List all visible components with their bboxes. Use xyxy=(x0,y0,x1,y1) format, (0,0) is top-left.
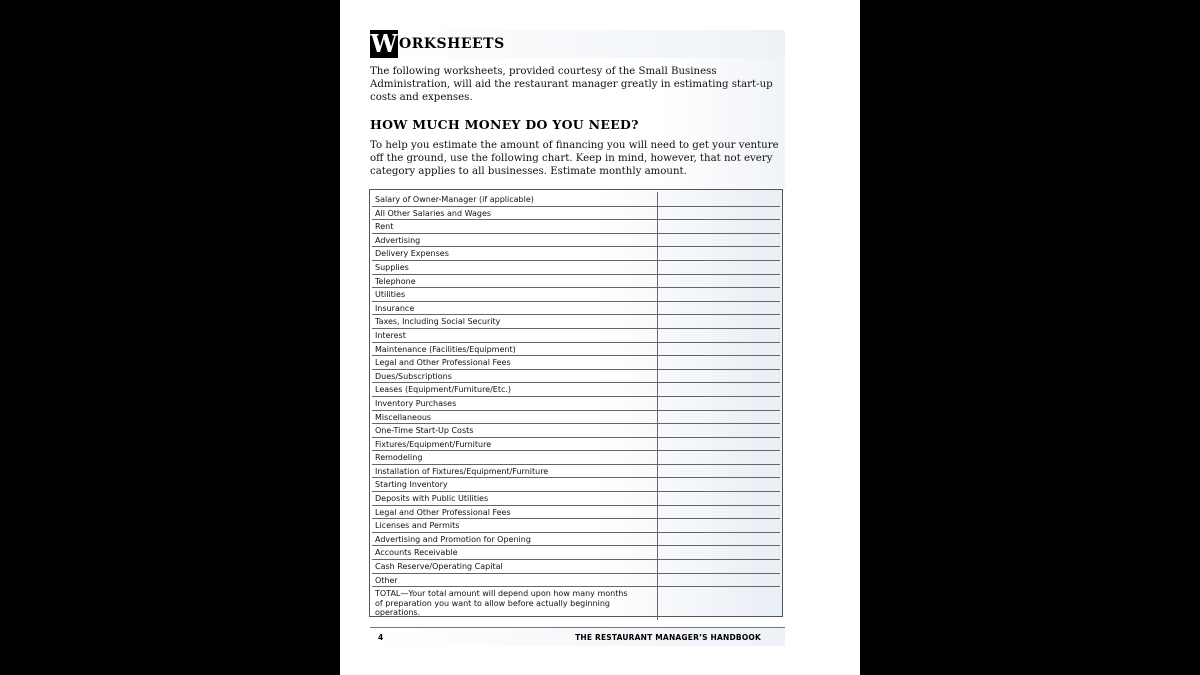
table-row xyxy=(372,574,780,588)
row-label: Delivery Expenses xyxy=(375,249,449,259)
amount-cell[interactable] xyxy=(657,328,782,343)
amount-cell[interactable] xyxy=(657,355,782,370)
row-label: Utilities xyxy=(375,290,406,300)
amount-cell[interactable] xyxy=(657,233,782,248)
total-row xyxy=(372,587,780,620)
amount-cell[interactable] xyxy=(657,192,782,207)
amount-cell[interactable] xyxy=(657,206,782,221)
amount-cell[interactable] xyxy=(657,464,782,479)
row-label: Accounts Receivable xyxy=(375,548,458,558)
title-drop-cap: W xyxy=(370,29,398,58)
table-row xyxy=(372,465,780,479)
row-label: Advertising xyxy=(375,235,421,245)
table-row xyxy=(372,478,780,492)
book-title: THE RESTAURANT MANAGER’S HANDBOOK xyxy=(575,633,761,642)
row-label: Maintenance (Facilities/Equipment) xyxy=(375,344,516,354)
amount-cell[interactable] xyxy=(657,260,782,275)
table-row xyxy=(372,234,780,248)
table-row xyxy=(372,533,780,547)
worksheet-rows xyxy=(370,193,782,620)
amount-cell[interactable] xyxy=(657,396,782,411)
amount-cell[interactable] xyxy=(657,437,782,452)
table-row xyxy=(372,560,780,574)
table-row xyxy=(372,451,780,465)
row-label: Miscellaneous xyxy=(375,412,432,422)
row-label: Salary of Owner-Manager (if applicable) xyxy=(375,195,534,204)
table-row xyxy=(372,261,780,275)
amount-cell[interactable] xyxy=(657,219,782,234)
table-row xyxy=(372,492,780,506)
page-footer xyxy=(370,627,785,646)
row-label: Leases (Equipment/Furniture/Etc.) xyxy=(375,385,512,395)
amount-cell[interactable] xyxy=(657,382,782,397)
table-row xyxy=(372,247,780,261)
row-label: Supplies xyxy=(375,262,409,272)
section-heading: HOW MUCH MONEY DO YOU NEED? xyxy=(370,117,639,132)
table-row xyxy=(372,383,780,397)
row-label: Advertising and Promotion for Opening xyxy=(375,534,531,544)
section-description: To help you estimate the amount of financing you will need to get your venture off the ground, use the following chart. Keep in mind, however, that not every category applies to all businesses. Estimate monthly amount. xyxy=(370,140,779,177)
table-row xyxy=(372,411,780,425)
row-label: Installation of Fixtures/Equipment/Furniture xyxy=(375,466,549,476)
amount-cell[interactable] xyxy=(657,491,782,506)
table-row xyxy=(372,519,780,533)
total-label xyxy=(375,589,650,618)
row-label: Cash Reserve/Operating Capital xyxy=(375,562,503,572)
row-label: One-Time Start-Up Costs xyxy=(375,426,474,436)
row-label: Starting Inventory xyxy=(375,480,448,490)
row-label: Licenses and Permits xyxy=(375,521,460,531)
row-label: Remodeling xyxy=(375,453,423,463)
row-label: Fixtures/Equipment/Furniture xyxy=(375,439,492,449)
row-label: All Other Salaries and Wages xyxy=(375,208,492,218)
document-page xyxy=(340,0,860,675)
amount-cell[interactable] xyxy=(657,342,782,357)
row-label: Insurance xyxy=(375,303,415,313)
table-row xyxy=(372,506,780,520)
row-label: Taxes, Including Social Security xyxy=(375,317,501,327)
amount-cell[interactable] xyxy=(657,477,782,492)
table-row xyxy=(372,370,780,384)
table-row xyxy=(372,302,780,316)
row-label: Legal and Other Professional Fees xyxy=(375,358,511,368)
amount-cell[interactable] xyxy=(657,545,782,560)
amount-cell[interactable] xyxy=(657,369,782,384)
amount-cell[interactable] xyxy=(657,518,782,533)
amount-cell[interactable] xyxy=(657,274,782,289)
amount-cell[interactable] xyxy=(657,532,782,547)
amount-cell[interactable] xyxy=(657,301,782,316)
table-row xyxy=(372,329,780,343)
amount-cell[interactable] xyxy=(657,505,782,520)
row-label: Interest xyxy=(375,330,406,340)
row-label: Rent xyxy=(375,222,394,232)
table-row xyxy=(372,220,780,234)
amount-cell[interactable] xyxy=(657,573,782,588)
table-row xyxy=(372,288,780,302)
amount-cell[interactable] xyxy=(657,287,782,302)
amount-cell[interactable] xyxy=(657,246,782,261)
page-number: 4 xyxy=(378,633,384,642)
total-label-line-1: TOTAL—Your total amount will depend upon how many months xyxy=(375,589,628,599)
row-label: Legal and Other Professional Fees xyxy=(375,507,511,517)
amount-cell[interactable] xyxy=(657,559,782,574)
table-row xyxy=(372,315,780,329)
total-label-line-2: of preparation you want to allow before actually beginning operations. xyxy=(375,598,610,618)
row-label: Dues/Subscriptions xyxy=(375,371,452,381)
page-header xyxy=(370,30,785,59)
table-row xyxy=(372,193,780,207)
table-row xyxy=(372,356,780,370)
amount-cell[interactable] xyxy=(657,410,782,425)
table-row xyxy=(372,424,780,438)
intro-paragraph: The following worksheets, provided courtesy of the Small Business Administration, will aid the restaurant manager greatly in estimating start-up costs and expenses. xyxy=(370,66,773,103)
table-row xyxy=(372,275,780,289)
total-amount-cell[interactable] xyxy=(657,586,782,620)
amount-cell[interactable] xyxy=(657,314,782,329)
worksheet-table xyxy=(369,189,783,617)
table-row xyxy=(372,397,780,411)
table-row xyxy=(372,438,780,452)
page-title: ORKSHEETS xyxy=(399,36,505,52)
amount-cell[interactable] xyxy=(657,423,782,438)
table-row xyxy=(372,343,780,357)
amount-cell[interactable] xyxy=(657,450,782,465)
row-label: Other xyxy=(375,575,398,585)
row-label: Telephone xyxy=(375,276,416,286)
table-row xyxy=(372,207,780,221)
row-label: Inventory Purchases xyxy=(375,398,457,408)
table-row xyxy=(372,546,780,560)
row-label: Deposits with Public Utilities xyxy=(375,494,489,504)
